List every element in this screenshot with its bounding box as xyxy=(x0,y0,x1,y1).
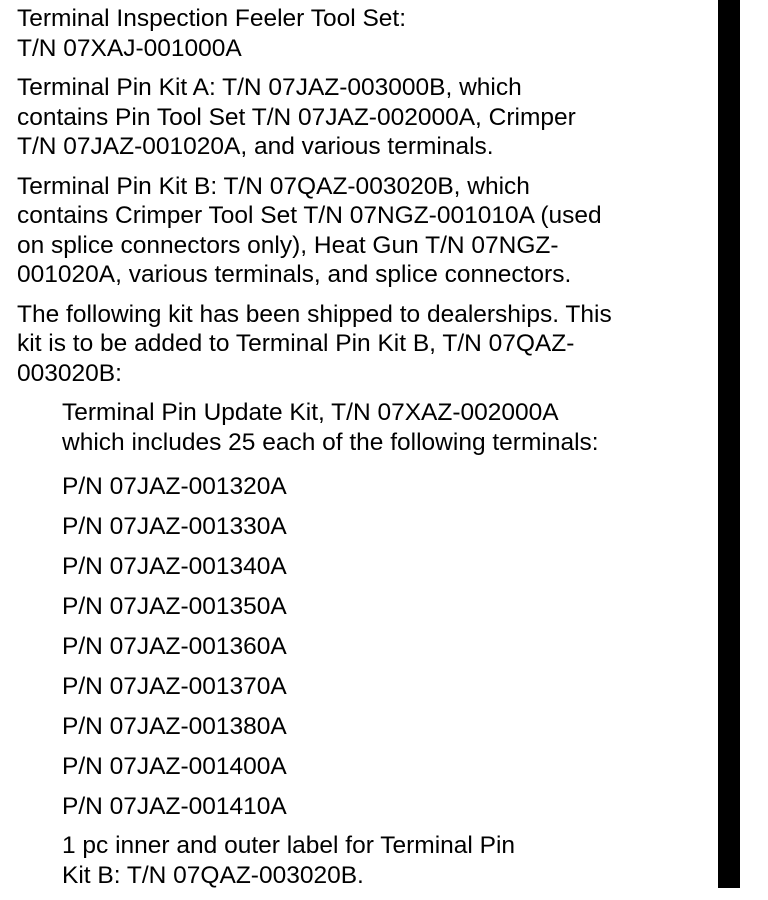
text-line: 1 pc inner and outer label for Terminal Pin xyxy=(62,832,516,859)
update-kit-section xyxy=(62,398,712,890)
text-line: Terminal Pin Kit A: T/N 07JAZ-003000B, which xyxy=(17,74,522,101)
part-number: P/N 07JAZ-001380A xyxy=(62,713,287,740)
pin-kit-b-paragraph xyxy=(17,172,712,290)
document-page xyxy=(17,4,712,900)
page-edge xyxy=(740,0,768,898)
update-kit-heading xyxy=(62,398,712,457)
part-number: P/N 07JAZ-001400A xyxy=(62,753,287,780)
part-number-list xyxy=(62,467,712,827)
pin-kit-a-paragraph xyxy=(17,73,712,162)
part-number: P/N 07JAZ-001370A xyxy=(62,673,287,700)
part-number: P/N 07JAZ-001350A xyxy=(62,593,287,620)
part-number: P/N 07JAZ-001320A xyxy=(62,473,287,500)
part-number: P/N 07JAZ-001340A xyxy=(62,553,287,580)
shipped-kit-paragraph xyxy=(17,300,712,389)
text-line: on splice connectors only), Heat Gun T/N 07NGZ- xyxy=(17,231,559,259)
text-line: Kit B: T/N 07QAZ-003020B. xyxy=(62,861,364,889)
part-number: P/N 07JAZ-001330A xyxy=(62,513,287,540)
text-line: which includes 25 each of the following terminals: xyxy=(62,428,599,456)
text-line: T/N 07JAZ-001020A, and various terminals. xyxy=(17,133,494,160)
feeler-tool-set-paragraph xyxy=(17,4,712,63)
part-number: P/N 07JAZ-001410A xyxy=(62,793,287,820)
text-line: T/N 07XAJ-001000A xyxy=(17,34,242,62)
text-line: kit is to be added to Terminal Pin Kit B, T/N 07QAZ- xyxy=(17,330,575,357)
margin-bar xyxy=(718,0,740,888)
text-line: The following kit has been shipped to dealerships. This xyxy=(17,300,612,328)
text-line: Terminal Pin Kit B: T/N 07QAZ-003020B, which xyxy=(17,172,530,200)
text-line: Terminal Inspection Feeler Tool Set: xyxy=(17,5,407,32)
text-line: Terminal Pin Update Kit, T/N 07XAZ-002000A xyxy=(62,399,559,426)
text-line: 001020A, various terminals, and splice connectors. xyxy=(17,261,572,288)
part-number: P/N 07JAZ-001360A xyxy=(62,633,287,660)
text-line: 003020B: xyxy=(17,359,122,387)
label-paragraph xyxy=(62,831,712,890)
text-line: contains Crimper Tool Set T/N 07NGZ-001010A (used xyxy=(17,202,602,229)
text-line: contains Pin Tool Set T/N 07JAZ-002000A, Crimper xyxy=(17,103,576,131)
